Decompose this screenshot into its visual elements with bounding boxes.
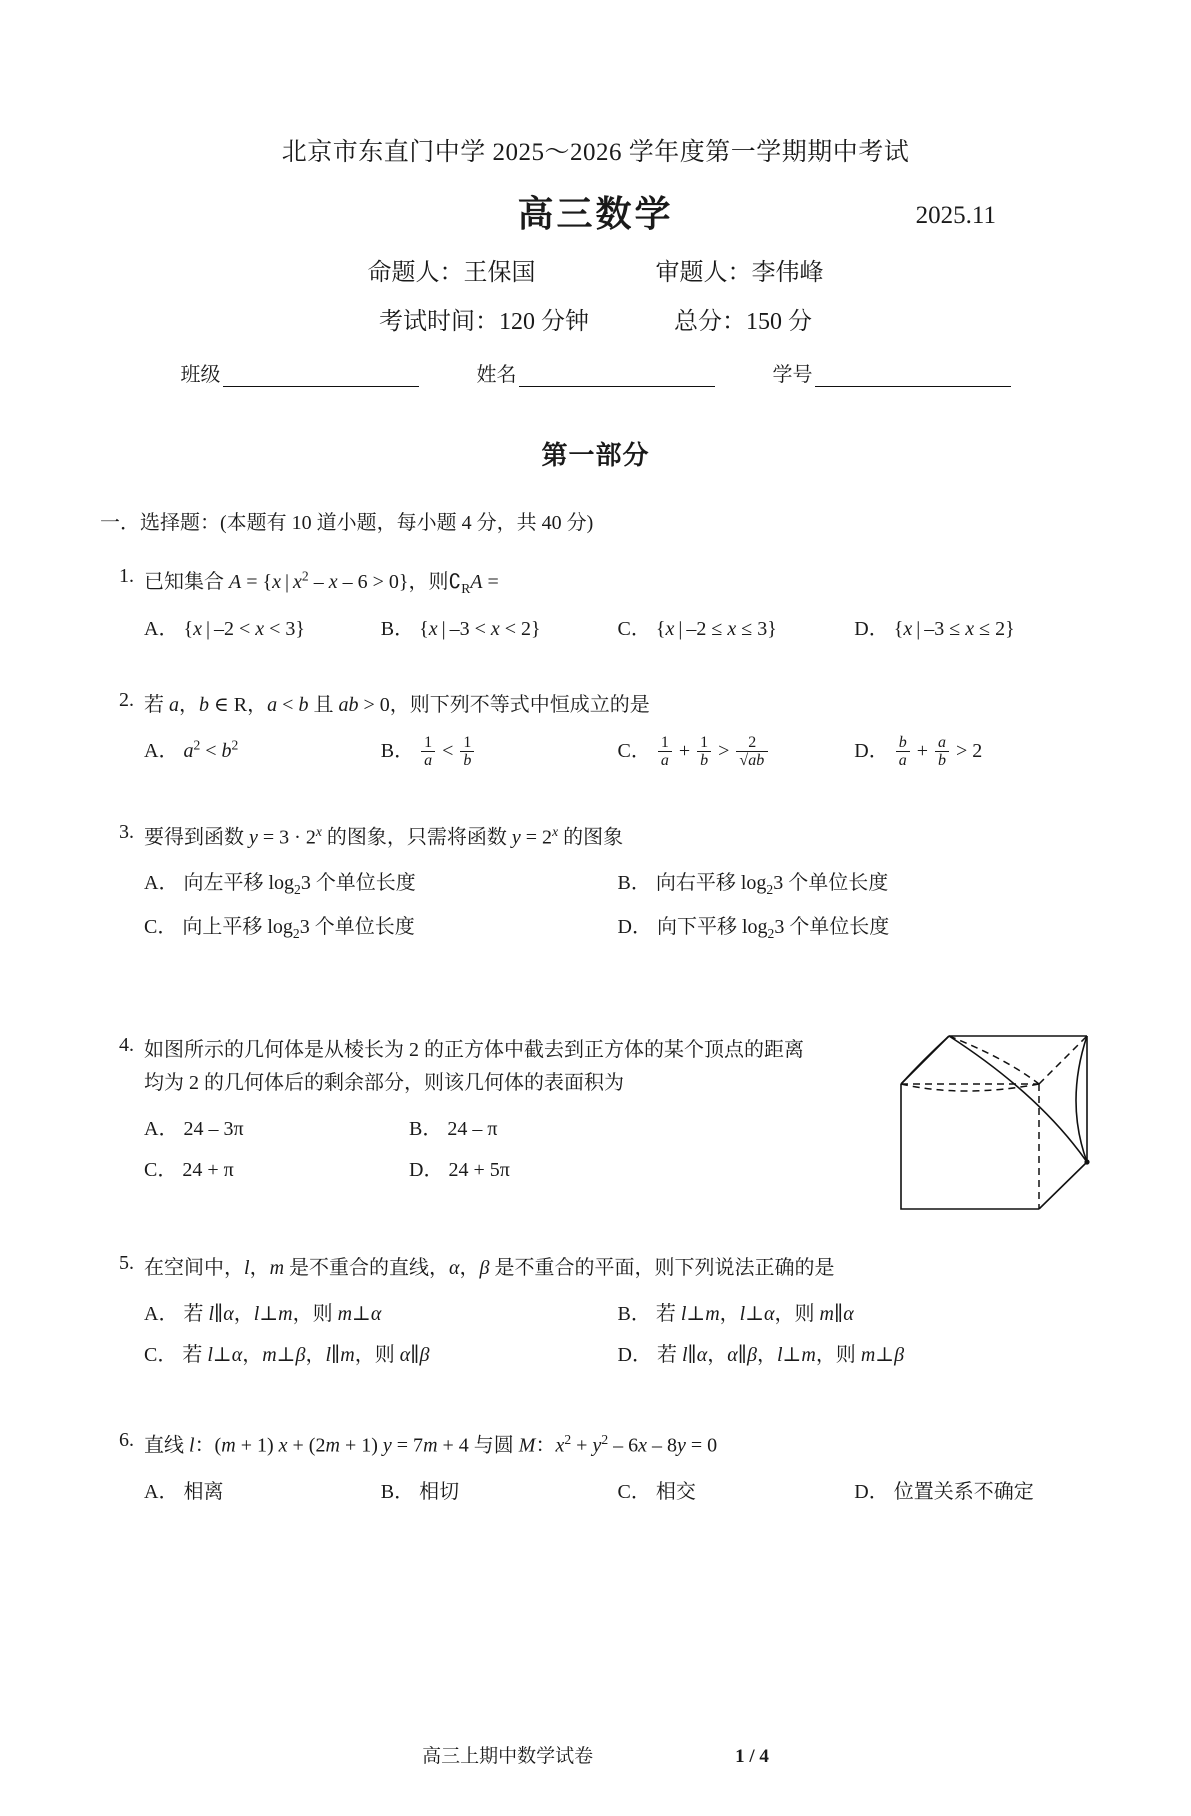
question-2-option-a[interactable]: A． $a^2 < b^2$ — [144, 737, 239, 763]
reviewer-label: 审题人：李伟峰 — [655, 260, 824, 286]
question-2-stem: 若 a，b ∈ R，a < b 且 ab > 0，则下列不等式中恒成立的是 — [144, 694, 650, 717]
question-4-option-d[interactable]: D． 24 + 5π — [409, 1159, 510, 1182]
question-6 — [100, 1429, 1091, 1504]
exam-info-row — [0, 301, 1191, 336]
question-4-stem — [144, 1034, 844, 1100]
question-1-option-d[interactable]: D． {x | –3 ≤ x ≤ 2} — [854, 618, 1015, 641]
footer-page-number: 1 / 4 — [735, 1746, 769, 1767]
question-1-number: 1. — [119, 565, 134, 587]
student-id-field-label: 学号 — [772, 364, 813, 386]
question-2-options — [144, 734, 1091, 770]
class-field — [181, 358, 419, 387]
vertex-marker — [1084, 1159, 1089, 1164]
author-label: 命题人：王保国 — [367, 260, 536, 286]
question-4-stem-line1: 如图所示的几何体是从棱长为 2 的正方体中截去到正方体的某个顶点的距离 — [144, 1039, 804, 1062]
question-4-stem-line2: 均为 2 的几何体后的剩余部分，则该几何体的表面积为 — [144, 1072, 624, 1095]
question-3-options — [144, 866, 1091, 942]
footer-title: 高三上期中数学试卷 — [422, 1746, 594, 1767]
question-2 — [100, 689, 1091, 770]
question-4-option-c[interactable]: C． 24 + π — [144, 1159, 234, 1182]
name-field — [477, 358, 715, 387]
cut-cube-diagram — [889, 1024, 1109, 1229]
question-3-stem: 要得到函数 $y = 3 \cdot 2^x$ 的图象，只需将函数 $y = 2^x$ 的图象 — [144, 823, 624, 849]
subject-row — [0, 186, 1191, 235]
duration-label: 考试时间：120 分钟 — [379, 309, 589, 335]
question-5-number: 5. — [119, 1252, 134, 1275]
question-6-options — [144, 1475, 1091, 1504]
part-one-title: 第一部分 — [541, 441, 650, 471]
question-2-option-d[interactable]: D． $\frac{b}{a}$ + $\frac{a}{b}$ > 2 — [854, 734, 983, 770]
question-2-number: 2. — [119, 689, 134, 712]
question-3-option-b[interactable]: B． 向右平移 $\log_23$ 个单位长度 — [617, 872, 889, 898]
question-3-option-a[interactable]: A． 向左平移 $\log_23$ 个单位长度 — [144, 872, 416, 898]
question-6-option-a[interactable]: A． 相离 — [144, 1480, 224, 1503]
question-1-options — [144, 612, 1091, 641]
question-3 — [100, 821, 1091, 943]
question-1-option-c[interactable]: C． {x | –2 ≤ x ≤ 3} — [617, 618, 777, 641]
subject-title: 高三数学 — [517, 194, 674, 235]
name-field-label: 姓名 — [476, 364, 517, 386]
total-score-label: 总分：150 分 — [674, 309, 812, 335]
student-id-field — [773, 358, 1011, 387]
question-5-option-c[interactable]: C． 若 l⊥α，m⊥β，l∥m，则 α∥β — [144, 1344, 430, 1367]
exam-content — [0, 506, 1191, 1504]
question-4-options-row2 — [144, 1153, 704, 1182]
question-5-stem: 在空间中，l，m 是不重合的直线，α，β 是不重合的平面，则下列说法正确的是 — [144, 1257, 835, 1280]
question-6-option-c[interactable]: C． 相交 — [617, 1480, 696, 1503]
question-5-options — [144, 1297, 1091, 1367]
question-3-number: 3. — [119, 820, 134, 843]
question-2-option-b[interactable]: B． $\frac{1}{a}$ < $\frac{1}{b}$ — [381, 734, 618, 770]
question-4-number: 4. — [119, 1034, 134, 1057]
question-4-option-b[interactable]: B． 24 – π — [409, 1118, 498, 1141]
question-6-option-d[interactable]: D． 位置关系不确定 — [854, 1480, 1034, 1503]
student-fields-row — [0, 358, 1191, 387]
question-1-option-a[interactable]: A． {x | –2 < x < 3} — [144, 618, 306, 641]
question-3-option-d[interactable]: D． 向下平移 $\log_23$ 个单位长度 — [617, 916, 890, 942]
authors-row — [0, 252, 1191, 287]
question-1-stem: 已知集合 A = {x | $x^2 - x - 6 > 0$}，则$∁_RA$ = — [144, 568, 499, 596]
exam-date: 2025.11 — [915, 202, 996, 229]
question-6-option-b[interactable]: B． 相切 — [380, 1480, 460, 1503]
question-4-option-a[interactable]: A． 24 – 3π — [144, 1118, 244, 1141]
question-3-option-c[interactable]: C． 向上平移 $\log_23$ 个单位长度 — [144, 916, 415, 942]
question-2-option-c[interactable]: C． $\frac{1}{a}$ + $\frac{1}{b}$ > $\frac{2}{√ab}$ — [618, 734, 855, 770]
exam-title: 北京市东直门中学 2025～2026 学年度第一学期期中考试 — [281, 139, 910, 166]
question-5-option-b[interactable]: B． 若 l⊥m，l⊥α，则 m∥α — [617, 1303, 854, 1326]
question-6-number: 6. — [119, 1429, 134, 1452]
exam-page — [0, 132, 1191, 1816]
question-6-stem: 直线 l：(m + 1) x + (2m + 1) y = 7m + 4 与圆 M：$x^2 + y^2 - 6x - 8y = 0$ — [144, 1432, 718, 1457]
question-4-figure — [889, 1024, 1109, 1229]
question-4-options-row1 — [144, 1112, 704, 1141]
student-id-field-input[interactable] — [815, 366, 1011, 387]
class-field-label: 班级 — [180, 364, 221, 386]
question-1-option-b[interactable]: B． {x | –3 < x < 2} — [380, 618, 541, 641]
name-field-input[interactable] — [519, 366, 715, 387]
question-1 — [100, 565, 1091, 641]
question-5 — [100, 1252, 1091, 1367]
section-heading: 一．选择题：(本题有 10 道小题，每小题 4 分，共 40 分) — [100, 512, 594, 534]
page-footer — [0, 1741, 1191, 1768]
question-5-option-a[interactable]: A． 若 l∥α，l⊥m，则 m⊥α — [144, 1303, 382, 1326]
class-field-input[interactable] — [223, 366, 419, 387]
question-5-option-d[interactable]: D． 若 l∥α，α∥β，l⊥m，则 m⊥β — [617, 1344, 905, 1367]
